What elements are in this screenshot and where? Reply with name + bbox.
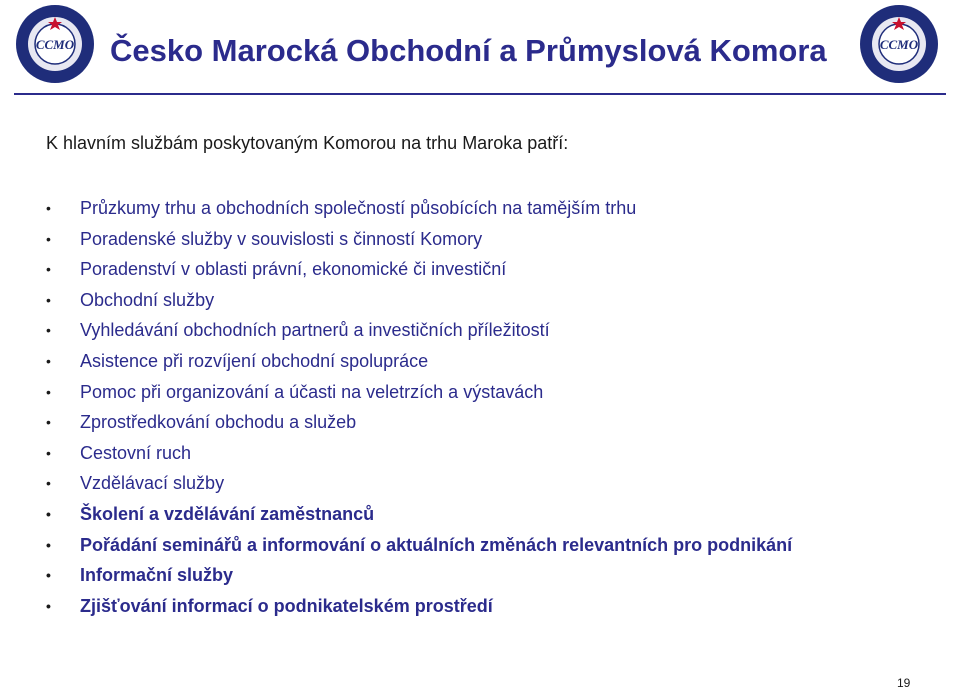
list-item	[46, 349, 846, 374]
title-divider	[14, 93, 946, 95]
svg-text:CCMO: CCMO	[35, 37, 75, 52]
service-text: Zjišťování informací o podnikatelském prostředí	[80, 595, 493, 616]
service-text: Zprostředkování obchodu a služeb	[80, 412, 357, 433]
bullet-icon: •	[46, 597, 51, 614]
list-item	[46, 318, 846, 343]
chamber-logo-right	[858, 3, 940, 85]
list-item	[46, 288, 846, 313]
service-text: Asistence při rozvíjení obchodní spolupráce	[80, 350, 429, 371]
bullet-icon: •	[46, 322, 51, 339]
bullet-icon: •	[46, 444, 51, 461]
bullet-icon: •	[46, 475, 51, 492]
service-text: Poradenství v oblasti právní, ekonomické či investiční	[80, 259, 507, 280]
list-item	[46, 441, 846, 466]
bullet-icon: •	[46, 536, 51, 553]
bullet-icon: •	[46, 200, 51, 216]
bullet-icon: •	[46, 261, 51, 278]
service-text: Obchodní služby	[80, 289, 215, 310]
service-text: Vyhledávání obchodních partnerů a investičních příležitostí	[80, 320, 550, 341]
list-item	[46, 410, 846, 435]
bullet-icon: •	[46, 383, 51, 400]
list-item	[46, 471, 846, 496]
service-text: Pomoc při organizování a účasti na veletrzích a výstavách	[80, 381, 544, 402]
bullet-icon: •	[46, 291, 51, 308]
service-text: Pořádání seminářů a informování o aktuálních změnách relevantních pro podnikání	[80, 534, 793, 555]
service-text: Poradenské služby v souvislosti s činností Komory	[80, 228, 483, 249]
bullet-icon: •	[46, 414, 51, 431]
bullet-icon: •	[46, 230, 51, 247]
chamber-logo-left	[14, 3, 96, 85]
bullet-icon: •	[46, 352, 51, 369]
list-item	[46, 502, 846, 527]
list-item	[46, 227, 846, 252]
service-text: Informační služby	[80, 565, 234, 586]
service-text: Školení a vzdělávání zaměstnanců	[80, 503, 375, 524]
service-text: Průzkumy trhu a obchodních společností působících na tamějším trhu	[80, 198, 637, 218]
services-list	[46, 196, 846, 624]
list-item	[46, 594, 846, 619]
page-number: 19	[897, 676, 911, 690]
service-text: Cestovní ruch	[80, 442, 192, 463]
list-item	[46, 196, 846, 221]
list-item	[46, 563, 846, 588]
list-item	[46, 533, 846, 558]
service-text: Vzdělávací služby	[80, 473, 225, 494]
intro-text: K hlavním službám poskytovaným Komorou na trhu Maroka patří:	[46, 133, 569, 153]
svg-text:CCMO: CCMO	[879, 37, 919, 52]
list-item	[46, 257, 846, 282]
bullet-icon: •	[46, 505, 51, 522]
list-item	[46, 380, 846, 405]
page-title: Česko Marocká Obchodní a Průmyslová Komora	[110, 33, 827, 68]
bullet-icon: •	[46, 567, 51, 584]
